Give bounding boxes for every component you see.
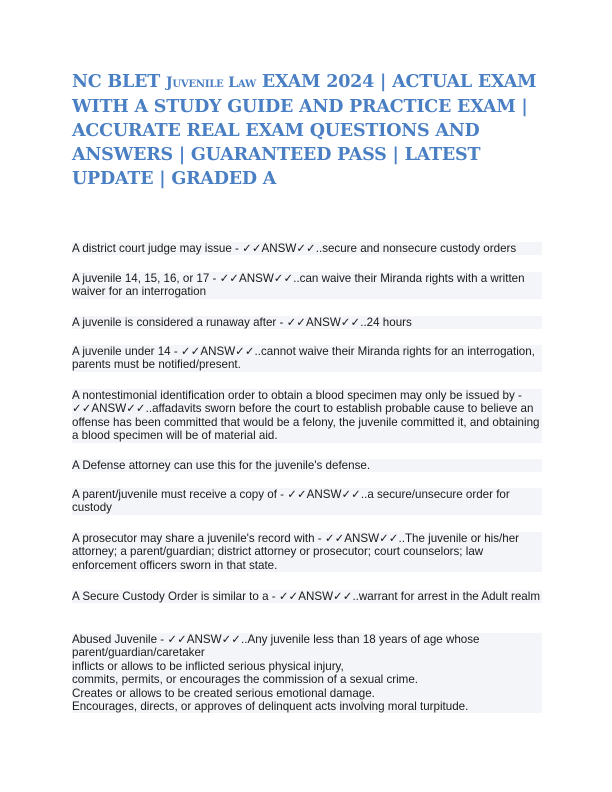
abused-line-4: Creates or allows to be created serious emotional damage. bbox=[72, 686, 375, 700]
qa-item-abused bbox=[72, 633, 542, 713]
qa-item-7: A parent/juvenile must receive a copy of - ✓✓ANSW✓✓..a secure/unsecure order for custody bbox=[72, 488, 542, 515]
qa-item-5: A nontestimonial identification order to obtain a blood specimen may only be issued by - ✓✓ANSW✓✓..affadavits sworn before the court to establish probable cause to believe an offense has been committed that would be a felony, the juvenile committed it, and obtaining a blood specimen will be of material aid. bbox=[72, 389, 542, 443]
qa-item-6: A Defense attorney can use this for the juvenile's defense. bbox=[72, 459, 542, 472]
abused-line-3: commits, permits, or encourages the commission of a sexual crime. bbox=[72, 673, 419, 687]
abused-line-1: Abused Juvenile - ✓✓ANSW✓✓..Any juvenile less than 18 years of age whose parent/guardian/caretaker bbox=[72, 633, 480, 660]
qa-item-3: A juvenile is considered a runaway after - ✓✓ANSW✓✓..24 hours bbox=[72, 316, 542, 329]
title-part-c: EXAM 2024 | ACTUAL EXAM WITH A STUDY GUIDE AND PRACTICE EXAM | ACCURATE REAL EXAM QUESTIONS AND ANSWERS | GUARANTEED PASS | LATEST UPDATE | GRADED A bbox=[72, 72, 537, 189]
qa-item-1: A district court judge may issue - ✓✓ANSW✓✓..secure and nonsecure custody orders bbox=[72, 242, 542, 255]
abused-line-5: Encourages, directs, or approves of delinquent acts involving moral turpitude. bbox=[72, 700, 469, 714]
qa-item-2: A juvenile 14, 15, 16, or 17 - ✓✓ANSW✓✓..can waive their Miranda rights with a written waiver for an interrogation bbox=[72, 272, 542, 299]
title-part-a: NC BLET bbox=[72, 72, 166, 92]
title-part-b: Juvenile Law bbox=[165, 75, 256, 91]
qa-item-4: A juvenile under 14 - ✓✓ANSW✓✓..cannot waive their Miranda rights for an interrogation, parents must be notified/present. bbox=[72, 345, 542, 372]
abused-line-2: inflicts or allows to be inflicted serious physical injury, bbox=[72, 659, 344, 673]
qa-item-9: A Secure Custody Order is similar to a - ✓✓ANSW✓✓..warrant for arrest in the Adult realm bbox=[72, 590, 542, 603]
qa-item-8: A prosecutor may share a juvenile's record with - ✓✓ANSW✓✓..The juvenile or his/her attorney; a parent/guardian; district attorney or prosecutor; court counselors; law enforcement officers sworn in that state. bbox=[72, 532, 542, 572]
document-title bbox=[72, 70, 552, 191]
